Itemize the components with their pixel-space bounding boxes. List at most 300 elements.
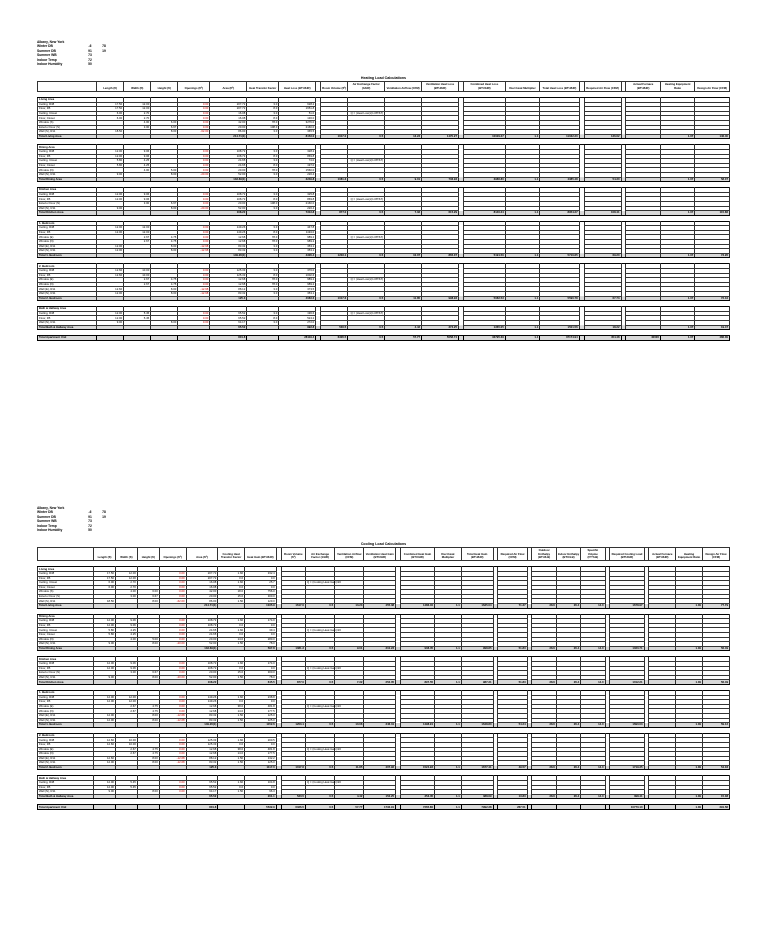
total-cell: 1012.21 [610, 680, 644, 685]
line-cell: 12.68 [186, 747, 218, 752]
line-cell: -62.00 [159, 599, 186, 604]
column-header: Heating Equipment Ratio [660, 82, 694, 92]
total-cell: 388.69 [461, 794, 493, 799]
condition-value: -6 [88, 44, 92, 49]
line-cell: 1.60 [218, 571, 245, 576]
line-cell: Q = (Cooling Heat Gain)/20 [306, 703, 341, 708]
line-cell: 3.0 [247, 249, 279, 254]
line-cell: Ceiling, Closet [38, 628, 94, 633]
line-cell: 12.00 [94, 619, 116, 624]
room-cell: Kitchen Area [38, 657, 94, 662]
line-cell: 12.68 [210, 278, 247, 283]
line-cell: 14.0 [218, 752, 245, 757]
total-cell: 59.12 [702, 723, 729, 728]
line-cell: 52.00 [186, 642, 218, 647]
total-cell [247, 211, 279, 216]
total-cell: Total Kitchen Area [38, 211, 97, 216]
total-cell: 1.1 [435, 604, 462, 609]
grand-cell [218, 805, 245, 810]
total-cell: 1.1 [505, 134, 539, 139]
line-cell: 6.00 [97, 111, 124, 116]
line-cell: 12.68 [186, 704, 218, 709]
grand-cell: 801.8 [186, 805, 218, 810]
line-cell: 5.80 [97, 163, 124, 168]
line-cell: 0.00 [159, 590, 186, 595]
total-cell: 597.8 [245, 646, 277, 651]
grand-cell: 486.09 [695, 336, 730, 341]
condition-value: 73 [88, 53, 92, 58]
line-cell: 9.06 [124, 149, 151, 154]
line-cell: 8.00 [137, 790, 159, 795]
line-cell: 325.8 [279, 192, 316, 197]
line-cell: 125.0 [245, 718, 277, 723]
total-cell: 1.1 [505, 325, 539, 330]
line-cell: 16.08 [186, 581, 218, 586]
total-cell [626, 296, 660, 301]
condition-value: 73 [88, 519, 92, 524]
line-cell: 6.00 [94, 581, 116, 586]
line-cell: 24.65 [210, 159, 247, 164]
line-cell: -20.00 [159, 675, 186, 680]
line-cell: 0.00 [159, 619, 186, 624]
total-cell [94, 794, 116, 799]
line-cell: 12.60 [94, 756, 116, 761]
total-cell: 65.52 [210, 325, 247, 330]
line-cell: 4.75 [151, 282, 178, 287]
total-cell [94, 604, 116, 609]
total-cell: 152.25 [364, 794, 396, 799]
line-cell: 2.70 [124, 111, 151, 116]
line-cell: 17.50 [97, 107, 124, 112]
total-cell: Total Kitchen Area [38, 680, 94, 685]
line-cell: 1194.0 [279, 230, 316, 235]
line-cell: 8.0 [247, 197, 279, 202]
line-cell: 0.00 [159, 790, 186, 795]
line-cell: 1.50 [218, 718, 245, 723]
total-cell: 1498.91 [400, 723, 434, 728]
line-cell: 78.0 [247, 278, 279, 283]
line-cell: 8.0 [247, 163, 279, 168]
line-cell: Floor, R5 [38, 197, 97, 202]
line-cell: 24.65 [186, 633, 218, 638]
total-cell [247, 296, 279, 301]
heating-table [37, 81, 730, 340]
line-cell: Floor, R5 [38, 623, 94, 628]
line-cell: 108.72 [210, 197, 247, 202]
line-cell: 132.2 [245, 756, 277, 761]
total-cell: Total 2. Bedroom [38, 296, 97, 301]
total-cell: 1365.05 [463, 325, 505, 330]
room-total-row [38, 296, 730, 301]
line-cell: 12.00 [97, 230, 124, 235]
line-cell: 365.5 [279, 130, 316, 135]
total-cell: 1690.03 [610, 723, 644, 728]
line-cell: 12.00 [115, 571, 137, 576]
line-cell: 524.2 [279, 316, 316, 321]
grand-cell [94, 805, 116, 810]
total-cell: 0.5 [348, 325, 385, 330]
line-cell: 149.26 [210, 230, 247, 235]
line-cell: 376.0 [279, 269, 316, 274]
total-cell: 992.8 [279, 325, 316, 330]
line-cell: 20.00 [210, 168, 247, 173]
total-cell: 11032.20 [540, 134, 579, 139]
line-cell: 0.00 [178, 230, 210, 235]
line-cell: 83.32 [186, 718, 218, 723]
line-cell: Q = (Cooling Heat Gain)/20 [306, 665, 341, 670]
line-cell: 12.00 [97, 316, 124, 321]
total-cell [137, 723, 159, 728]
line-cell: 4.75 [151, 240, 178, 245]
line-cell: 12.00 [94, 695, 116, 700]
line-cell: 200.5 [245, 738, 277, 743]
total-cell: 1.1 [505, 211, 539, 216]
line-cell: 12.00 [115, 700, 137, 705]
line-cell: 12.00 [97, 154, 124, 159]
line-cell: 78.0 [247, 282, 279, 287]
line-cell: Window (E) [38, 704, 94, 709]
line-cell: 149.26 [186, 700, 218, 705]
total-cell: Total Living Area [38, 134, 97, 139]
line-cell: 12.00 [97, 311, 124, 316]
total-cell: 133.69(1) [210, 177, 247, 182]
total-cell: 1203.1 [281, 723, 305, 728]
line-cell: 2.70 [124, 116, 151, 121]
line-cell: 5.45 [124, 316, 151, 321]
line-cell: Wall (N), R11 [38, 675, 94, 680]
line-cell: Window (N) [38, 282, 97, 287]
line-cell: 12.00 [97, 192, 124, 197]
line-cell: 197.0 [279, 163, 316, 168]
total-cell: 1017.6 [281, 765, 305, 770]
line-cell: 2.67 [115, 709, 137, 714]
line-cell: 0.00 [178, 269, 210, 274]
column-header: Actual Furnace (BTU/HR) [649, 548, 676, 561]
total-cell: 1.09 [676, 604, 703, 609]
line-cell: Window (E) [38, 747, 94, 752]
line-cell: 108.0 [247, 125, 279, 130]
line-cell: 3.0 [247, 149, 279, 154]
total-cell: 11.85 [385, 296, 422, 301]
line-cell: Ceiling, R38 [38, 738, 94, 743]
line-cell: 0.00 [178, 282, 210, 287]
line-cell: Ceiling, R38 [38, 781, 94, 786]
line-cell: 0.00 [178, 102, 210, 107]
line-cell: 0.00 [159, 752, 186, 757]
grand-cell: 5532.9 [245, 805, 277, 810]
line-cell: Wall (N), R11 [38, 790, 94, 795]
column-header: Height (ft) [137, 548, 159, 561]
line-cell: 24.65 [210, 163, 247, 168]
line-cell: 16.08 [186, 585, 218, 590]
total-cell [151, 177, 178, 182]
line-cell: Floor, Closet [38, 116, 97, 121]
cooling-title: Cooling Load Calculations [360, 542, 407, 547]
line-cell: 869.8 [279, 197, 316, 202]
total-cell [115, 604, 137, 609]
line-cell: 8.00 [151, 287, 178, 292]
total-cell [151, 253, 178, 258]
line-cell: 174.0 [245, 619, 277, 624]
line-cell: Window (E) [38, 235, 97, 240]
total-cell: 7.32 [385, 211, 422, 216]
total-cell: 1.09 [676, 723, 703, 728]
line-cell: 52.00 [210, 206, 247, 211]
total-cell: 1.1 [435, 765, 462, 770]
column-header: Openings (ft²) [178, 82, 210, 92]
total-cell [97, 325, 124, 330]
column-header: Height (ft) [151, 82, 178, 92]
line-cell: 0.00 [178, 125, 210, 130]
line-cell: 9.06 [115, 662, 137, 667]
column-header: Room Volume (ft³) [321, 82, 348, 92]
condition-label: Winter DB [37, 510, 53, 515]
line-cell: Wall (N), R11 [38, 249, 97, 254]
line-cell: 0.00 [159, 628, 186, 633]
line-cell: 0.00 [178, 201, 210, 206]
total-cell: 4326.4 [279, 253, 316, 258]
total-cell: 530.5 [321, 325, 348, 330]
line-cell: 8.00 [137, 718, 159, 723]
line-cell: 3.0 [247, 159, 279, 164]
condition-label: Albany, New York [37, 40, 65, 44]
line-cell: 272.0 [279, 320, 316, 325]
total-cell: 1017.6 [321, 296, 348, 301]
line-cell: 6.00 [137, 590, 159, 595]
total-cell: 3986.80 [463, 177, 505, 182]
line-cell: 125.0 [245, 713, 277, 718]
line-cell: 6.67 [151, 201, 178, 206]
room-total-row [38, 134, 730, 139]
condition-value: 72 [88, 57, 92, 62]
condition-label: Albany, New York [37, 506, 65, 510]
line-cell: 83.32 [210, 244, 247, 249]
line-cell: 5.45 [115, 781, 137, 786]
line-cell: 9.00 [97, 172, 124, 177]
room-cell: Dining Area [38, 614, 94, 619]
grand-cell [581, 805, 605, 810]
condition-value: 50 [88, 528, 92, 533]
line-cell: -20.00 [178, 206, 210, 211]
total-cell [97, 211, 124, 216]
line-cell: 3.00 [115, 594, 137, 599]
total-cell [649, 604, 676, 609]
line-cell: 12.00 [94, 700, 116, 705]
line-cell: 12.68 [210, 282, 247, 287]
total-cell: 1.1 [505, 177, 539, 182]
line-cell: 9.06 [115, 619, 137, 624]
line-cell: 108.72 [186, 666, 218, 671]
line-cell: 1.60 [218, 628, 245, 633]
total-cell [159, 723, 186, 728]
total-cell: 455.38 [364, 604, 396, 609]
total-cell [137, 765, 159, 770]
total-cell: 58.07 [695, 177, 730, 182]
column-header: Specific Volume (FT³/LB) [581, 548, 605, 561]
line-cell: 12.00 [115, 695, 137, 700]
column-header: Air Exchange Factor (1/HR) [348, 82, 385, 92]
line-cell: 989.2 [279, 235, 316, 240]
line-cell: 86.00 [186, 599, 218, 604]
design-conditions [37, 506, 730, 532]
line-cell: 207.72 [210, 107, 247, 112]
line-cell: Q = (Heat Loss)/(1.08*ΔT) [348, 197, 385, 202]
line-cell: 0.00 [159, 662, 186, 667]
total-cell: 998.85 [461, 646, 493, 651]
total-cell: 133.69(1) [186, 646, 218, 651]
total-cell: Total 1. Bedroom [38, 723, 94, 728]
line-cell: 4.75 [137, 709, 159, 714]
line-cell: 0.0 [218, 633, 245, 638]
total-cell: 1.07 [660, 296, 694, 301]
line-cell: 0.00 [159, 666, 186, 671]
line-cell: 0.0 [245, 585, 277, 590]
line-cell: Wall (N), R11 [38, 292, 97, 297]
line-cell: 78.0 [245, 642, 277, 647]
line-cell: 0.0 [245, 576, 277, 581]
line-cell: 1651.8 [279, 107, 316, 112]
total-cell [247, 253, 279, 258]
grand-cell: 6326.5 [281, 805, 305, 810]
line-cell: 125.33 [210, 269, 247, 274]
condition-value [97, 62, 111, 66]
line-cell: 8.0 [247, 230, 279, 235]
line-cell: 78.0 [245, 675, 277, 680]
column-header: Heating Equipment Ratio [676, 548, 703, 561]
total-cell [94, 646, 116, 651]
total-cell: 136.62 [584, 134, 621, 139]
line-cell: 8.00 [137, 599, 159, 604]
line-cell: 10.00 [124, 273, 151, 278]
total-cell: 4385.48 [540, 177, 579, 182]
line-cell: 1.60 [218, 581, 245, 586]
line-cell: 78.0 [247, 240, 279, 245]
line-cell: 2160.0 [279, 201, 316, 206]
total-cell: 353.35 [400, 794, 434, 799]
line-cell: 15.0 [218, 594, 245, 599]
column-header: Actual Furnace (BTU/HR) [626, 82, 660, 92]
line-cell: 0.00 [159, 781, 186, 786]
grand-cell [556, 805, 580, 810]
line-cell: 2.67 [115, 747, 137, 752]
line-cell: Ceiling, R38 [38, 662, 94, 667]
grand-cell: 0.5 [348, 336, 385, 341]
line-cell: 8.00 [151, 244, 178, 249]
column-header: Length (ft) [97, 82, 124, 92]
line-cell: Window (N) [38, 637, 94, 642]
total-cell: 9.01 [385, 177, 422, 182]
total-cell: 1.09 [676, 765, 703, 770]
total-cell: 1203.1 [321, 253, 348, 258]
line-cell: 12.00 [94, 781, 116, 786]
total-cell: 38.6 [532, 646, 556, 651]
line-cell: 1.50 [218, 756, 245, 761]
line-cell: 12.60 [97, 287, 124, 292]
total-cell [94, 765, 116, 770]
condition-value: 50 [88, 62, 92, 67]
line-cell: 0.00 [159, 571, 186, 576]
line-cell: 0.00 [178, 278, 210, 283]
grand-cell [137, 805, 159, 810]
total-cell: 149.26(1) [210, 253, 247, 258]
total-cell: 530.5 [281, 794, 305, 799]
column-header: Heat Loss (BTU/HR) [279, 82, 316, 92]
room-cell: Bath & Hallway Area [38, 307, 97, 312]
line-cell: Floor, R5 [38, 785, 94, 790]
line-cell: 12.00 [97, 197, 124, 202]
total-cell: 146.40 [695, 134, 730, 139]
line-cell: 65.52 [210, 311, 247, 316]
total-cell: 0.5 [348, 177, 385, 182]
condition-value: 19 [102, 514, 106, 519]
line-cell: 0.0 [245, 785, 277, 790]
total-cell [137, 604, 159, 609]
line-cell: -12.68 [159, 718, 186, 723]
line-cell: 86.00 [210, 130, 247, 135]
total-cell: Total Bath & Hallway Area [38, 794, 94, 799]
line-cell: 0.00 [178, 154, 210, 159]
line-cell: 3.00 [124, 125, 151, 130]
total-cell: 0.5 [305, 723, 334, 728]
line-cell: 83.32 [210, 292, 247, 297]
total-cell [649, 765, 676, 770]
line-cell: 1.50 [218, 675, 245, 680]
line-cell: 207.72 [186, 576, 218, 581]
line-cell: 353.1 [279, 292, 316, 297]
line-cell: 12.60 [97, 273, 124, 278]
line-cell: 20.00 [210, 125, 247, 130]
line-cell: 8.0 [247, 107, 279, 112]
total-cell [649, 723, 676, 728]
total-cell: 407.92 [364, 765, 396, 770]
line-cell: 0.0 [245, 742, 277, 747]
total-cell [94, 723, 116, 728]
grand-cell: 6326.5 [321, 336, 348, 341]
line-cell: 20.00 [186, 637, 218, 642]
column-header: Duct Heat Multiplier [505, 82, 539, 92]
line-cell: 96.3 [245, 790, 277, 795]
line-cell: 0.00 [159, 785, 186, 790]
line-cell: 5.80 [94, 633, 116, 638]
column-header: Total Heat Loss (BTU/HR) [540, 82, 579, 92]
line-cell: 8.00 [151, 320, 178, 325]
line-cell: 0.0 [218, 576, 245, 581]
line-cell: 9.06 [124, 154, 151, 159]
total-cell [115, 794, 137, 799]
line-cell: Window (E) [38, 278, 97, 283]
line-cell: Ceiling, Closet [38, 581, 94, 586]
line-cell: 108.72 [210, 154, 247, 159]
total-cell [137, 794, 159, 799]
total-cell: 4.42 [335, 794, 364, 799]
total-cell: 108.22 [210, 211, 247, 216]
total-cell: 1.09 [676, 794, 703, 799]
line-cell: 1002.6 [279, 273, 316, 278]
total-cell [649, 646, 676, 651]
total-cell: 0.5 [305, 765, 334, 770]
line-cell: 0.00 [178, 197, 210, 202]
line-cell: 0.00 [159, 700, 186, 705]
line-cell: 0.0 [245, 700, 277, 705]
condition-label: Summer DB [37, 514, 56, 519]
total-cell [124, 211, 151, 216]
line-cell: 20.00 [186, 671, 218, 676]
line-cell: 10.00 [115, 738, 137, 743]
line-cell: 447.8 [279, 226, 316, 231]
line-cell: 0.00 [159, 594, 186, 599]
line-cell: 3.0 [247, 292, 279, 297]
total-cell: 54.03 [702, 765, 729, 770]
